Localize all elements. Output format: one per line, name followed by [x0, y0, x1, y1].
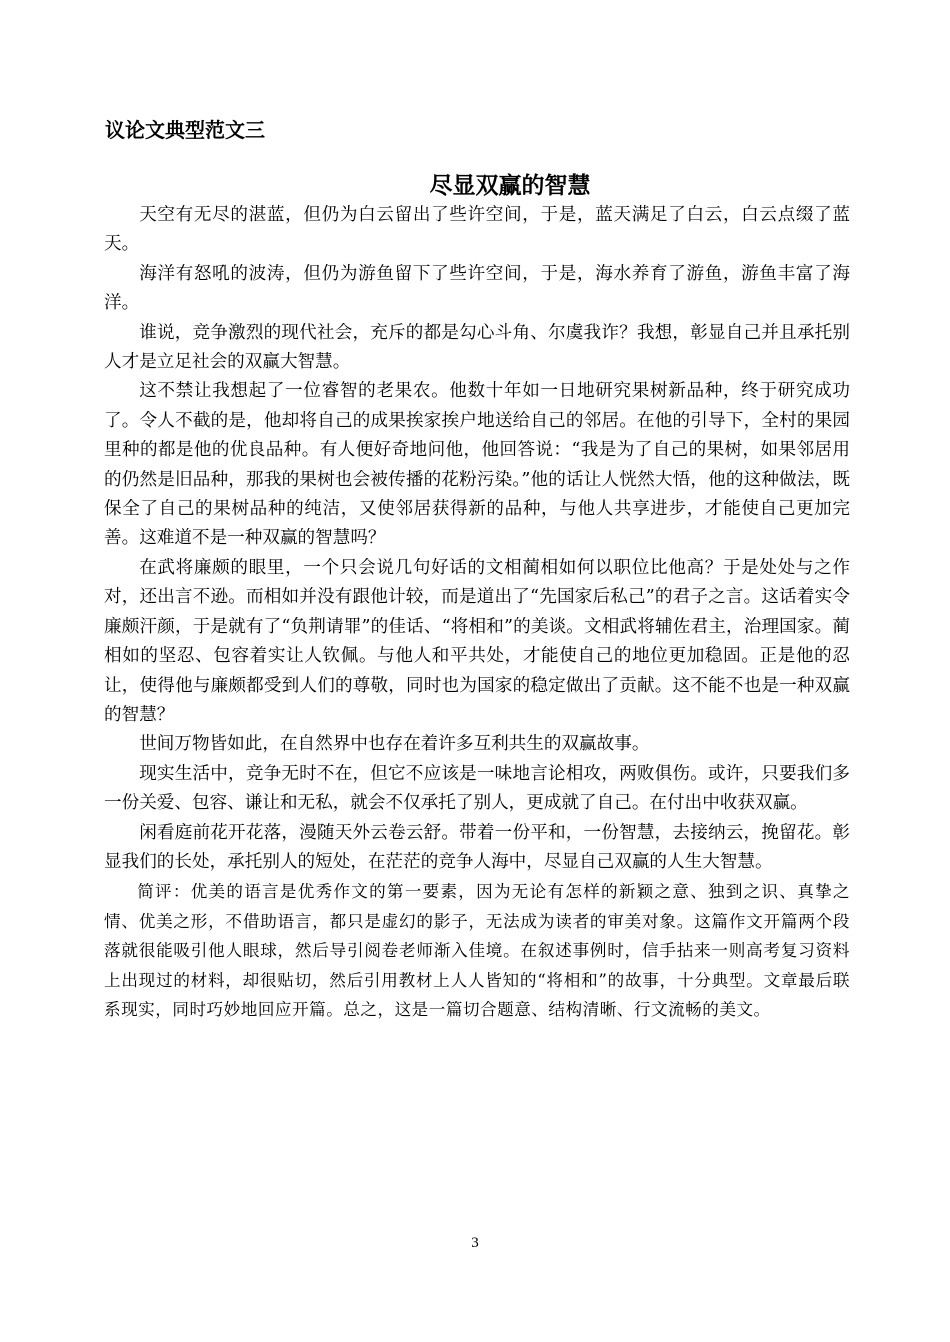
section-label: 议论文典型范文三 [105, 118, 265, 142]
paragraph: 在武将廉颇的眼里，一个只会说几句好话的文相蔺相如何以职位比他高？于是处处与之作对，还出言不逊。而相如并没有跟他计较，而是道出了“先国家后私己”的君子之言。这话着实令廉颇汗颜，于是就有了“负荆请罪”的佳话、“将相和”的美谈。文相武将辅佐君主，治理国家。蔺相如的坚忍、包容着实让人钦佩。与他人和平共处，才能使自己的地位更加稳固。正是他的忍让，使得他与廉颇都受到人们的尊敬，同时也为国家的稳定做出了贡献。这不能不也是一种双赢的智慧？ [104, 557, 850, 725]
essay-body [104, 201, 850, 1024]
commentary-paragraph: 简评：优美的语言是优秀作文的第一要素，因为无论有怎样的新颖之意、独到之识、真挚之情、优美之形，不借助语言，都只是虚幻的影子，无法成为读者的审美对象。这篇作文开篇两个段落就很能吸引他人眼球，然后导引阅卷老师渐入佳境。在叙述事例时，信手拈来一则高考复习资料上出现过的材料，却很贴切，然后引用教材上人人皆知的“将相和”的故事，十分典型。文章最后联系现实，同时巧妙地回应开篇。总之，这是一篇切合题意、结构清晰、行文流畅的美文。 [104, 882, 850, 1019]
paragraph: 现实生活中，竞争无时不在，但它不应该是一味地言论相攻，两败俱伤。或许，只要我们多一份关爱、包容、谦让和无私，就会不仅承托了别人，更成就了自己。在付出中收获双赢。 [104, 763, 850, 814]
paragraph: 世间万物皆如此，在自然界中也存在着许多互利共生的双赢故事。 [139, 734, 650, 755]
paragraph: 谁说，竞争激烈的现代社会，充斥的都是勾心斗角、尔虞我诈？我想，彰显自己并且承托别人才是立足社会的双赢大智慧。 [104, 322, 850, 373]
essay-title: 尽显双赢的智慧 [429, 173, 591, 199]
paragraph: 天空有无尽的湛蓝，但仍为白云留出了些许空间，于是，蓝天满足了白云，白云点缀了蓝天。 [104, 205, 850, 255]
paragraph: 海洋有怒吼的波涛，但仍为游鱼留下了些许空间，于是，海水养育了游鱼，游鱼丰富了海洋。 [104, 263, 850, 314]
page-number: 3 [471, 1235, 479, 1251]
paragraph: 闲看庭前花开花落，漫随天外云卷云舒。带着一份平和，一份智慧，去接纳云，挽留花。彰显我们的长处，承托别人的短处，在茫茫的竞争人海中，尽显自己双赢的人生大智慧。 [104, 822, 850, 872]
paragraph: 这不禁让我想起了一位睿智的老果农。他数十年如一日地研究果树新品种，终于研究成功了。令人不截的是，他却将自己的成果挨家挨户地送给自己的邻居。在他的引导下，全村的果园里种的都是他的优良品种。有人便好奇地问他，他回答说：“我是为了自己的果树，如果邻居用的仍然是旧品种，那我的果树也会被传播的花粉污染。”他的话让人恍然大悟，他的这种做法，既保全了自己的果树品种的纯洁，又使邻居获得新的品种，与他人共享进步，才能使自己更加完善。这难道不是一种双赢的智慧吗？ [104, 381, 850, 549]
